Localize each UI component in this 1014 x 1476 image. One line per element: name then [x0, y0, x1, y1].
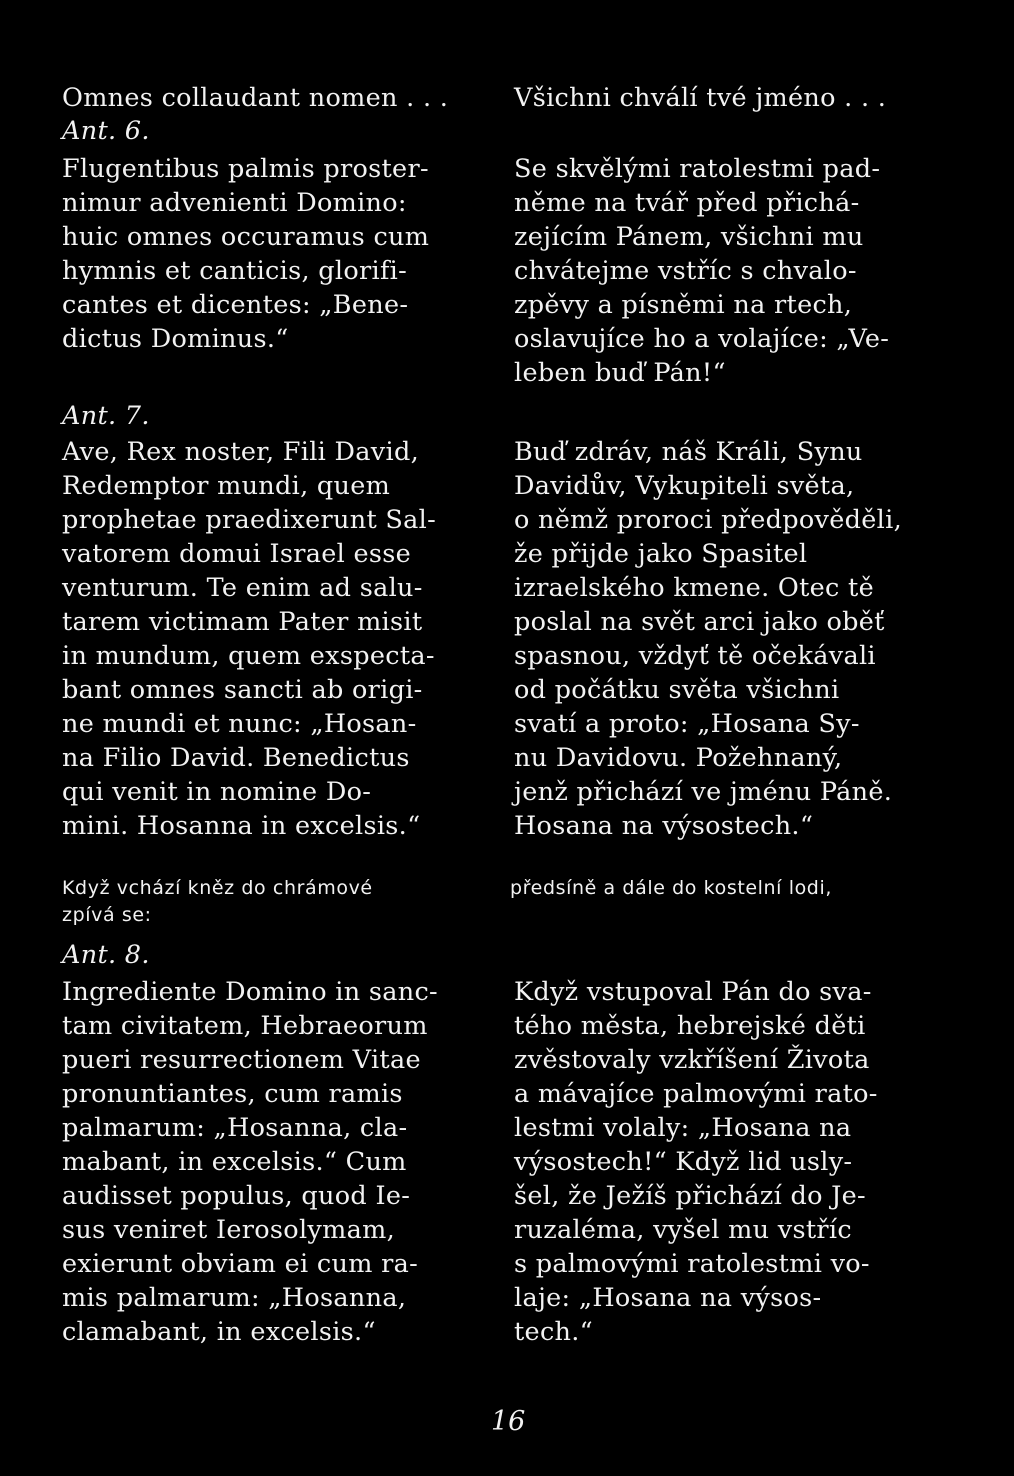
antiphon-label: Ant. 6.	[62, 116, 150, 146]
text-line: Ingrediente Domino in sanc-	[62, 977, 438, 1007]
text-line: zvěstovaly vzkříšení Života	[514, 1045, 870, 1075]
text-line: hymnis et canticis, glorifi-	[62, 256, 408, 286]
text-line: pronuntiantes, cum ramis	[62, 1079, 403, 1109]
text-line: mini. Hosanna in excelsis.“	[62, 811, 421, 841]
rubric-line-1-right: předsíně a dále do kostelní lodi,	[510, 877, 832, 899]
text-line: ruzaléma, vyšel mu vstříc	[514, 1215, 852, 1245]
text-line: zpěvy a písněmi na rtech,	[514, 290, 853, 320]
text-line: Flugentibus palmis proster-	[62, 154, 429, 184]
ant5-czech-tail: Všichni chválí tvé jméno . . .	[514, 83, 887, 113]
rubric-line-1-left: Když vchází kněz do chrámové	[62, 877, 373, 899]
text-line: výsostech!“ Když lid usly-	[514, 1147, 853, 1177]
antiphon-label: Ant. 8.	[62, 940, 150, 970]
text-line: huic omnes occuramus cum	[62, 222, 430, 252]
text-line: venturum. Te enim ad salu-	[62, 573, 423, 603]
text-line: dictus Dominus.“	[62, 324, 289, 354]
text-line: Redemptor mundi, quem	[62, 471, 391, 501]
antiphon-label: Ant. 7.	[62, 401, 150, 431]
text-line: svatí a proto: „Hosana Sy-	[514, 709, 860, 739]
text-line: mis palmarum: „Hosanna,	[62, 1283, 407, 1313]
text-line: in mundum, quem exspecta-	[62, 641, 435, 671]
text-line: cantes et dicentes: „Bene-	[62, 290, 409, 320]
text-line: tarem victimam Pater misit	[62, 607, 423, 637]
text-line: Davidův, Vykupiteli světa,	[514, 471, 855, 501]
text-line: izraelského kmene. Otec tě	[514, 573, 874, 603]
text-line: Hosana na výsostech.“	[514, 811, 814, 841]
text-line: exierunt obviam ei cum ra-	[62, 1249, 418, 1279]
text-line: zejícím Pánem, všichni mu	[514, 222, 864, 252]
text-line: že přijde jako Spasitel	[514, 539, 808, 569]
text-line: tého města, hebrejské děti	[514, 1011, 866, 1041]
text-line: audisset populus, quod Ie-	[62, 1181, 411, 1211]
text-line: tam civitatem, Hebraeorum	[62, 1011, 428, 1041]
ant5-latin-tail: Omnes collaudant nomen . . .	[62, 83, 449, 113]
text-line: o němž proroci předpověděli,	[514, 505, 902, 535]
text-line: od počátku světa všichni	[514, 675, 840, 705]
text-line: Ave, Rex noster, Fili David,	[62, 437, 419, 467]
text-line: lestmi volaly: „Hosana na	[514, 1113, 852, 1143]
text-line: sus veniret Ierosolymam,	[62, 1215, 395, 1245]
text-line: vatorem domui Israel esse	[62, 539, 412, 569]
text-line: Se skvělými ratolestmi pad-	[514, 154, 881, 184]
text-line: bant omnes sancti ab origi-	[62, 675, 423, 705]
text-line: tech.“	[514, 1317, 593, 1347]
text-line: nu Davidovu. Požehnaný,	[514, 743, 843, 773]
text-line: Když vstupoval Pán do sva-	[514, 977, 872, 1007]
page-number: 16	[491, 1406, 526, 1437]
text-line: oslavujíce ho a volajíce: „Ve-	[514, 324, 890, 354]
text-line: něme na tvář před přichá-	[514, 188, 860, 218]
text-line: pueri resurrectionem Vitae	[62, 1045, 421, 1075]
text-line: leben buď Pán!“	[514, 358, 726, 388]
text-line: šel, že Ježíš přichází do Je-	[514, 1181, 866, 1211]
text-line: ne mundi et nunc: „Hosan-	[62, 709, 417, 739]
text-line: clamabant, in excelsis.“	[62, 1317, 376, 1347]
text-line: laje: „Hosana na výsos-	[514, 1283, 822, 1313]
text-line: mabant, in excelsis.“ Cum	[62, 1147, 407, 1177]
text-line: Buď zdráv, náš Králi, Synu	[514, 437, 863, 467]
text-line: chvátejme vstříc s chvalo-	[514, 256, 857, 286]
text-line: qui venit in nomine Do-	[62, 777, 372, 807]
text-line: s palmovými ratolestmi vo-	[514, 1249, 870, 1279]
rubric-line-2: zpívá se:	[62, 904, 152, 926]
text-line: na Filio David. Benedictus	[62, 743, 410, 773]
text-line: spasnou, vždyť tě očekávali	[514, 641, 876, 671]
text-line: prophetae praedixerunt Sal-	[62, 505, 437, 535]
text-line: palmarum: „Hosanna, cla-	[62, 1113, 408, 1143]
text-line: nimur advenienti Domino:	[62, 188, 407, 218]
text-line: jenž přichází ve jménu Páně.	[514, 777, 893, 807]
text-line: poslal na svět arci jako oběť	[514, 607, 885, 637]
text-line: a mávajíce palmovými rato-	[514, 1079, 878, 1109]
